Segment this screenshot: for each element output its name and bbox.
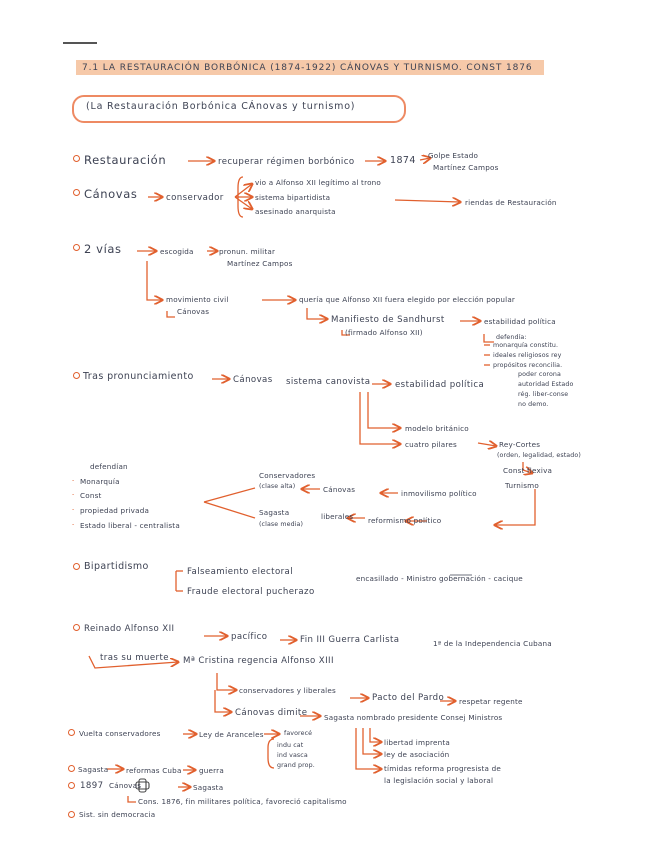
tras-p2: autoridad Estado xyxy=(518,381,574,388)
reinado-pacifico: pacífico xyxy=(231,632,268,642)
vias-label: 2 vías xyxy=(84,242,122,256)
tras-label: Tras pronunciamiento xyxy=(83,371,194,382)
partidos-cons: Conservadores xyxy=(259,471,316,480)
tras-canovas: Cánovas xyxy=(233,375,273,385)
footer-sagasta2: Sagasta xyxy=(193,783,224,792)
canovas-riendas: riendas de Restauración xyxy=(465,198,557,207)
bullet-icon xyxy=(68,811,75,818)
canovas-b3: asesinado anarquista xyxy=(255,207,336,216)
footer-1897: 1897 xyxy=(80,781,104,791)
vias-queria: quería que Alfonso XII fuera elegido por elección popular xyxy=(299,295,516,304)
tras-const: Const flexiva xyxy=(503,466,553,475)
footer-guerra: guerra xyxy=(199,766,224,775)
tras-p3: rég. liber-conse xyxy=(518,391,569,398)
partidos-item-2: propiedad privada xyxy=(80,506,150,515)
footer-vuelta: Vuelta conservadores xyxy=(79,729,161,738)
vias-firmado: (firmado Alfonso XII) xyxy=(345,328,423,337)
reinado-r1: libertad imprenta xyxy=(384,738,450,747)
partidos-sagasta: Sagasta xyxy=(259,508,290,517)
bipartidismo-f1: Falseamiento electoral xyxy=(187,567,293,577)
reinado-dimite: Cánovas dimite xyxy=(235,708,308,718)
partidos-item-1: Const xyxy=(80,491,102,500)
reinado-fin2: 1ª de la Independencia Cubana xyxy=(433,639,552,648)
canovas-b2: sistema bipartidista xyxy=(255,193,331,202)
footer-sagasta: Sagasta xyxy=(78,765,109,774)
reinado-tras: tras su muerte xyxy=(100,653,169,663)
golpe-estado: Golpe Estado xyxy=(428,151,479,160)
restauracion-label: Restauración xyxy=(84,153,167,167)
golpe-martinez: Martínez Campos xyxy=(433,163,499,172)
partidos-cons-sub: (clase alta) xyxy=(259,483,296,490)
bipartidismo-encasillado: encasillado - Ministro gobernación - cacique xyxy=(356,574,523,583)
vias-defendia: defendía: xyxy=(496,334,527,341)
partidos-item-0: Monarquía xyxy=(80,477,120,486)
vias-estabilidad: estabilidad política xyxy=(484,317,556,326)
vias-d2: ideales religiosos rey xyxy=(493,352,562,359)
bullet-icon xyxy=(68,729,75,736)
canovas-b1: vio a Alfonso XII legítimo al trono xyxy=(255,178,382,187)
bullet-icon xyxy=(73,189,80,196)
reinado-sagasta: Sagasta nombrado presidente Consej Ministros xyxy=(324,713,503,722)
partidos-defendian: defendían xyxy=(90,462,128,471)
reinado-r4: la legislación social y laboral xyxy=(384,776,494,785)
tras-rey: Rey-Cortes xyxy=(499,440,541,449)
tras-cuatro: cuatro pilares xyxy=(405,440,457,449)
restauracion-year: 1874 xyxy=(390,155,416,166)
footer-ind2: ind vasca xyxy=(277,752,308,759)
vias-escogida: escogida xyxy=(160,247,194,256)
vias-d1: monarquía constitu. xyxy=(493,342,559,349)
reinado-conserv: conservadores y liberales xyxy=(239,686,336,695)
footer-favorece: favorecé xyxy=(284,730,313,737)
partidos-item-3: Estado liberal - centralista xyxy=(80,521,180,530)
tras-modelo: modelo británico xyxy=(405,424,469,433)
canovas-label: Cánovas xyxy=(84,187,138,201)
reinado-regencia: Mª Cristina regencia Alfonso XIII xyxy=(183,656,334,666)
vias-martinez: Martínez Campos xyxy=(227,259,293,268)
footer-sist: Sist. sin democracia xyxy=(79,810,156,819)
vias-movimiento: movimiento civil xyxy=(166,295,229,304)
reinado-label: Reinado Alfonso XII xyxy=(84,624,175,634)
partidos-reformismo: reformismo político xyxy=(368,516,442,525)
page-title: 7.1 LA RESTAURACIÓN BORBÓNICA (1874-1922) CÁNOVAS Y TURNISMO. CONST 1876 xyxy=(82,63,533,73)
bullet-icon xyxy=(68,782,75,789)
footer-reformas: reformas Cuba xyxy=(126,766,182,775)
restauracion-step: recuperar régimen borbónico xyxy=(218,157,355,167)
reinado-r3: tímidas reforma progresista de xyxy=(384,764,501,773)
tras-p1: poder corona xyxy=(518,371,561,378)
partidos-inmovilismo: inmovilismo político xyxy=(401,489,477,498)
reinado-fin: Fin III Guerra Carlista xyxy=(300,635,400,645)
bullet-icon xyxy=(73,624,80,631)
vias-pronun: pronun. militar xyxy=(219,247,276,256)
vias-canovas: Cánovas xyxy=(177,307,210,316)
vias-d3: propósitos reconcilia. xyxy=(493,362,563,369)
tras-p4: no demo. xyxy=(518,401,549,408)
reinado-r2: ley de asociación xyxy=(384,750,450,759)
bipartidismo-label: Bipartidismo xyxy=(84,561,149,572)
reinado-respetar: respetar regente xyxy=(459,697,523,706)
bullet-icon xyxy=(73,244,80,251)
footer-ind1: indu cat xyxy=(277,742,304,749)
vias-manifiesto: Manifiesto de Sandhurst xyxy=(331,315,445,325)
tras-sistema: sistema canovista xyxy=(286,377,371,387)
bipartidismo-f2: Fraude electoral pucherazo xyxy=(187,587,315,597)
reinado-pacto: Pacto del Pardo xyxy=(372,693,445,703)
tras-turnismo: Turnismo xyxy=(505,481,539,490)
canovas-conservador: conservador xyxy=(166,193,224,203)
bullet-icon xyxy=(73,372,80,379)
partidos-liberales: liberales xyxy=(321,512,354,521)
bullet-icon xyxy=(73,563,80,570)
partidos-canovas: Cánovas xyxy=(323,485,356,494)
bullet-icon xyxy=(68,765,75,772)
footer-canovas: Cánovas xyxy=(109,781,142,790)
bullet-icon xyxy=(73,155,80,162)
tras-estabilidad: estabilidad política xyxy=(395,380,485,390)
notes-page: 7.1 LA RESTAURACIÓN BORBÓNICA (1874-1922) CÁNOVAS Y TURNISMO. CONST 1876 (La Restauración Borbónica CÁnovas y turnismo) Restauración recuperar régimen borbónico 1874 Golpe Estado Martínez Campos Cánovas conservador vio a Alfonso XII legítimo al trono sistema bipartidista asesinado anarquista riendas de Restauración 2 vías escogida pronun. militar Martínez Campos movimiento civil Cánovas quería que Alfonso XII fuera elegido por elección popular Manifiesto de Sandhurst (firmado Alfonso XII) estabilidad política defendía: monarquía constitu. ideales religiosos rey propósitos reconcilia. Tras pronunciamiento Cánovas sistema canovista estabilidad política poder corona autoridad Estado rég. liber-conse no demo. modelo británico cuatro pilares Rey-Cortes (orden, legalidad, estado) Const flexiva Turnismo defendían Monarquía Const propiedad privada Estado liberal - centralista - - - - Conservadores (clase alta) Cánovas inmovilismo político Sagasta (clase media) liberales reformismo político Bipartidismo Falseamiento electoral Fraude electoral pucherazo encasillado - Ministro gobernación - cacique Reinado Alfonso XII pacífico Fin III Guerra Carlista 1ª de la Independencia Cubana tras su muerte Mª Cristina regencia Alfonso XIII conservadores y liberales Pacto del Pardo respetar regente Cánovas dimite Sagasta nombrado presidente Consej Ministros libertad imprenta ley de asociación tímidas reforma progresista de la legislación social y laboral Vuelta conservadores Ley de Aranceles favorecé indu cat ind vasca grand prop. Sagasta reformas Cuba guerra 1897 Cánovas Sagasta Cons. 1876, fin militares política, favoreció capitalismo Sist. sin democracia xyxy=(0,0,655,848)
footer-cons: Cons. 1876, fin militares política, favoreció capitalismo xyxy=(138,797,347,806)
footer-ley: Ley de Aranceles xyxy=(199,730,264,739)
partidos-sagasta-sub: (clase media) xyxy=(259,521,304,528)
page-subtitle: (La Restauración Borbónica CÁnovas y turnismo) xyxy=(86,101,356,112)
footer-ind3: grand prop. xyxy=(277,762,315,769)
tras-rey-sub: (orden, legalidad, estado) xyxy=(497,452,581,459)
